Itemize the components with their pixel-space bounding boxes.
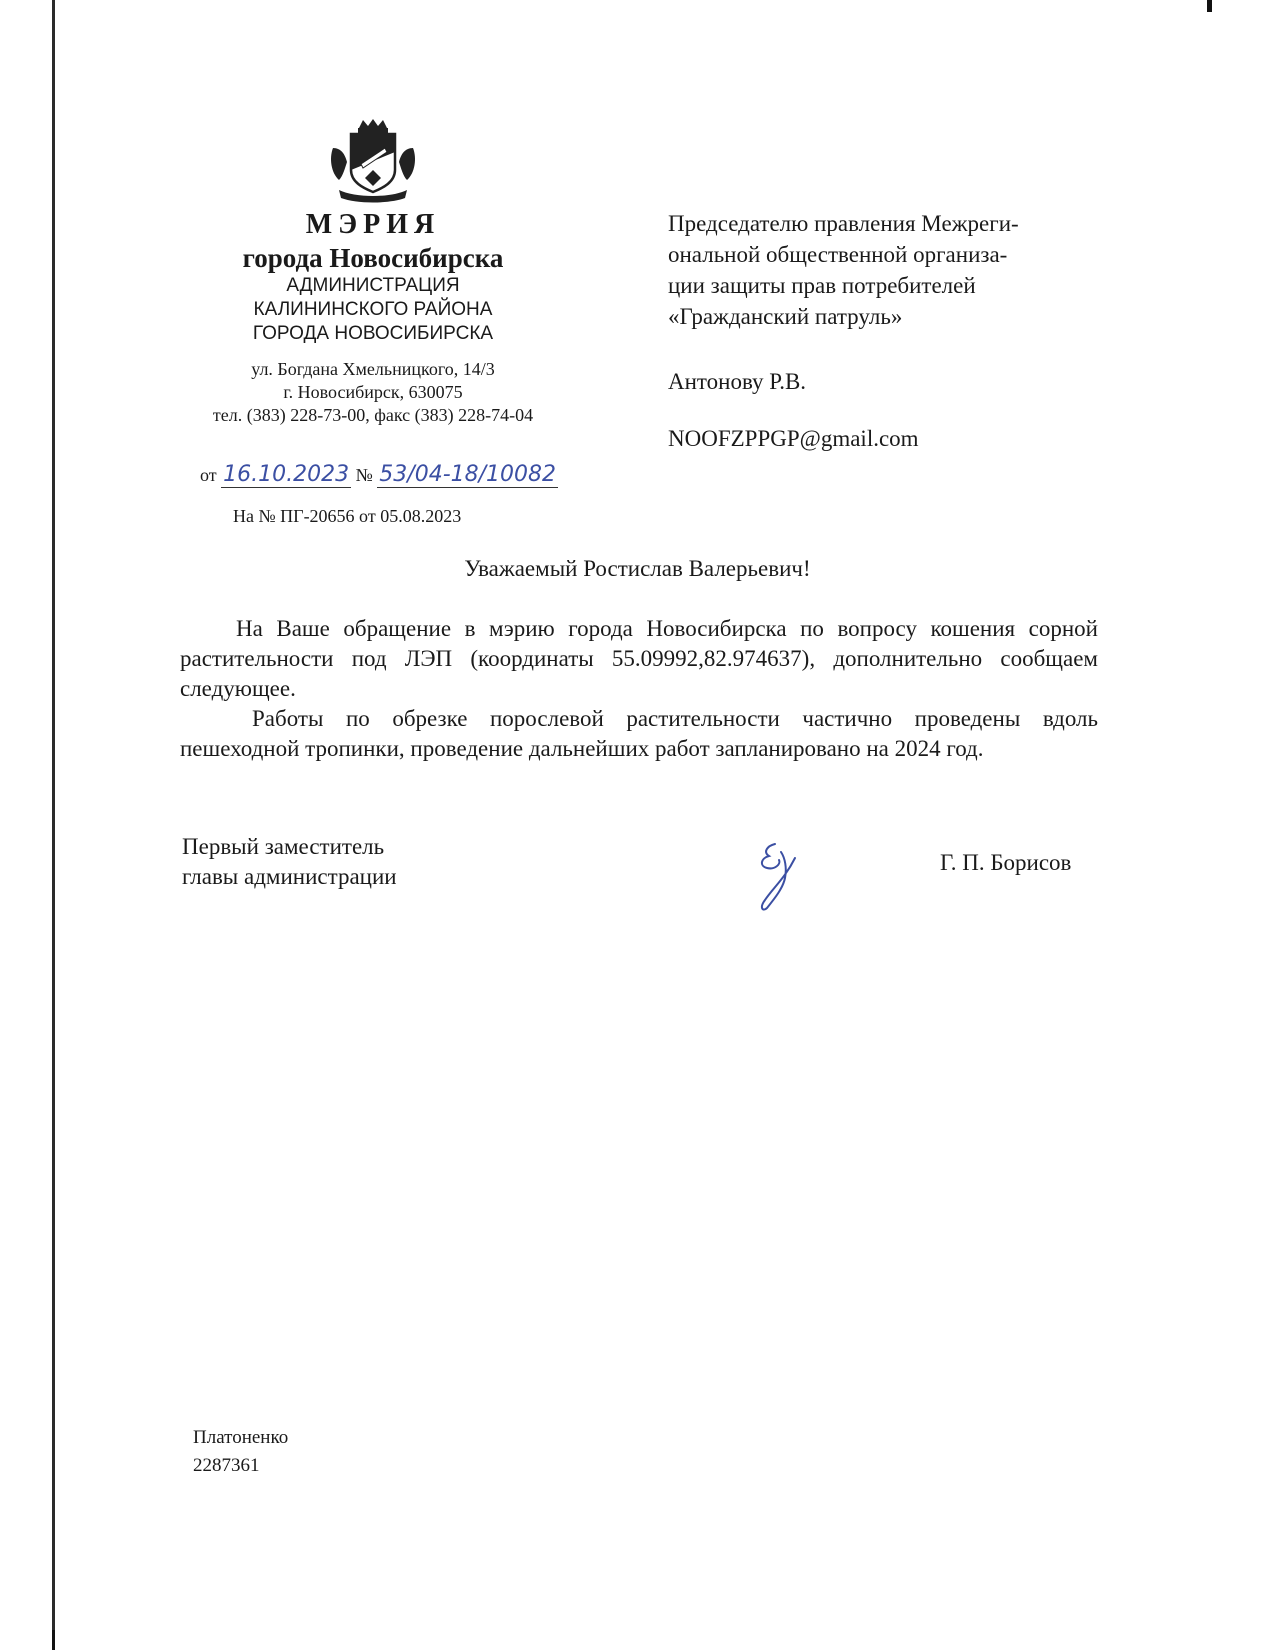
signer-name: Г. П. Борисов: [940, 850, 1072, 875]
scan-bottom-mark: [52, 1630, 55, 1650]
address-city: г. Новосибирск, 630075: [283, 382, 463, 402]
recipient-line: Председателю правления Межреги-: [668, 211, 1019, 236]
admin-line: АДМИНИСТРАЦИЯ: [286, 275, 460, 296]
greeting: Уважаемый Ростислав Валерьевич!: [464, 556, 811, 581]
executor-phone: 2287361: [193, 1455, 260, 1476]
handwritten-number: 53/04-18/10082: [379, 462, 557, 487]
reply-reference: На № ПГ-20656 от 05.08.2023: [233, 506, 462, 526]
recipient-line: ции защиты прав потребителей: [668, 273, 976, 298]
signer-title-line: главы администрации: [182, 864, 397, 889]
handwritten-date: 16.10.2023: [223, 462, 350, 487]
recipient-email: NOOFZPPGP@gmail.com: [668, 426, 919, 451]
admin-line: ГОРОДА НОВОСИБИРСКА: [252, 323, 494, 344]
executor-name: Платоненко: [193, 1427, 289, 1448]
recipient-block: [668, 208, 1108, 454]
signer-title-line: Первый заместитель: [182, 834, 385, 859]
signer-title: [182, 832, 397, 892]
address-street: ул. Богдана Хмельницкого, 14/3: [251, 359, 495, 379]
date-prefix: от: [200, 465, 217, 485]
handwritten-signature: [745, 838, 815, 912]
body-paragraph: Работы по обрезке порослевой растительности частично проведены вдоль пешеходной тропинки, проведение дальнейших работ запланировано на 2024 год.: [180, 706, 1098, 761]
org-name-mayoralty: МЭРИЯ: [305, 209, 441, 240]
letter-body: [180, 614, 1098, 764]
recipient-line: ональной общественной организа-: [668, 242, 1008, 267]
org-name-city: города Новосибирска: [242, 243, 504, 273]
body-paragraph: На Ваше обращение в мэрию города Новосибирска по вопросу кошения сорной растительности под ЛЭП (координаты 55.09992,82.974637), дополнительно сообщаем следующее.: [180, 616, 1098, 701]
registration-line: [200, 462, 580, 488]
coat-of-arms-emblem: [325, 118, 421, 204]
executor-block: [193, 1424, 288, 1480]
letterhead: [178, 118, 568, 427]
scan-edge-right: [1207, 0, 1212, 12]
admin-line: КАЛИНИНСКОГО РАЙОНА: [253, 299, 493, 320]
scan-edge-left: [52, 0, 55, 1650]
number-prefix: №: [355, 465, 373, 485]
recipient-line: «Гражданский патруль»: [668, 304, 903, 329]
address-phone-fax: тел. (383) 228-73-00, факс (383) 228-74-04: [212, 405, 534, 425]
recipient-name: Антонову Р.В.: [668, 369, 807, 394]
address-block: [178, 358, 568, 427]
